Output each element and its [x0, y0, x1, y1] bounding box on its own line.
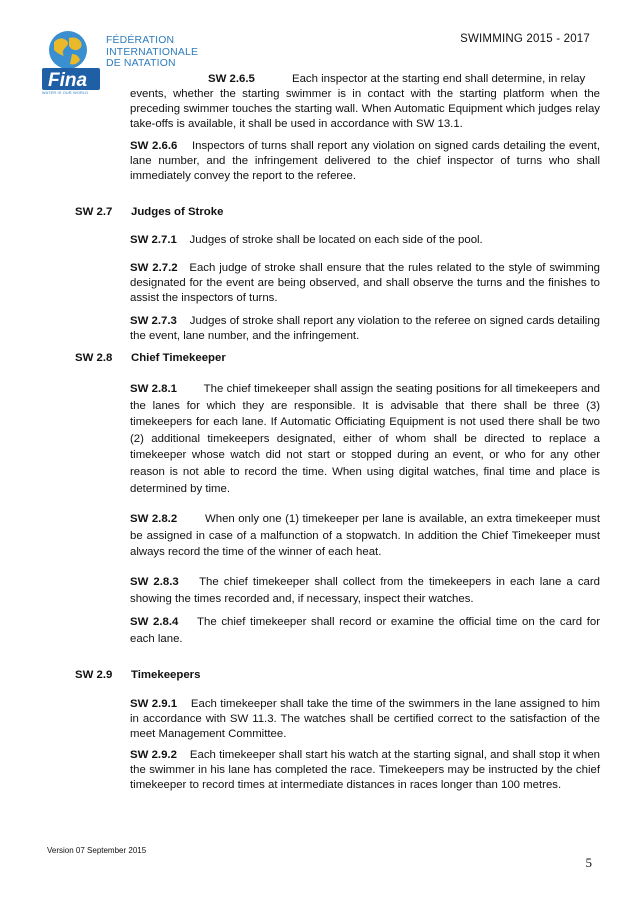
section-heading: SW 2.7 Judges of Stroke [75, 206, 224, 218]
section-heading: SW 2.8 Chief Timekeeper [75, 352, 226, 364]
rule-paragraph: SW 2.8.4 The chief timekeeper shall record or examine the official time on the card for each lane. [130, 616, 600, 645]
rule-paragraph: SW 2.7.2 Each judge of stroke shall ensure that the rules related to the style of swimming designated for the event are being observed, and shall observe the turns and the finishes to assist the inspectors of turns. [130, 262, 600, 305]
rule-paragraph: SW 2.7.3 Judges of stroke shall report any violation to the referee on signed cards detailing the event, lane number, and the infringement. [130, 315, 600, 343]
rule-paragraph: SW 2.9.1 Each timekeeper shall take the time of the swimmers in the lane assigned to him in accordance with SW 11.3. The watches shall be certified correct to the satisfaction of the meet Management Committee. [130, 698, 600, 741]
rule-paragraph: SW 2.9.2 Each timekeeper shall start his watch at the starting signal, and shall stop it when the swimmer in his lane has completed the race. Timekeepers may be instructed by the chief timekeeper to record times at intermediate distances in races longer than 100 metres. [130, 749, 600, 792]
logo-org-name: FÉDÉRATION INTERNATIONALE DE NATATION [106, 35, 199, 69]
rule-paragraph-cont: events, whether the starting swimmer is in contact with the starting platform when the preceding swimmer touches the starting wall. When Automatic Equipment which judges relay take-offs is available, it shall be used in accordance with SW 13.1. [130, 88, 600, 131]
rule-paragraph: SW 2.6.6 Inspectors of turns shall report any violation on signed cards detailing the event, lane number, and the infringement delivered to the chief inspector of turns who shall immediately convey the report to the referee. [130, 140, 600, 183]
version-footer: Version 07 September 2015 [47, 846, 147, 855]
rule-paragraph: SW 2.8.1 The chief timekeeper shall assign the seating positions for all timekeepers and the lanes for which they are responsible. It is advisable that there shall be three (3) timekeepers for each lane. If Automatic Officiating Equipment is not used there shall be two (2) additional timekeepers designated, either of whom shall be directed to replace a timekeeper whose watch did not start or stopped during an event, or who for any other reason is not able to record the time. When using digital watches, final time and place is determined by time. [130, 383, 600, 495]
fina-wordmark: Fina [48, 70, 88, 91]
section-heading: SW 2.9 Timekeepers [75, 669, 201, 681]
page-number: 5 [585, 855, 592, 870]
rule-paragraph: SW 2.7.1 Judges of stroke shall be located on each side of the pool. [130, 234, 483, 246]
document-title: SWIMMING 2015 - 2017 [460, 33, 590, 45]
rule-paragraph: SW 2.8.3 The chief timekeeper shall collect from the timekeepers in each lane a card showing the times recorded and, if necessary, inspect their watches. [130, 576, 600, 605]
rule-paragraph: SW 2.6.5 Each inspector at the starting end shall determine, in relay [208, 73, 586, 85]
rule-paragraph: SW 2.8.2 When only one (1) timekeeper per lane is available, an extra timekeeper must be assigned in case of a malfunction of a stopwatch. In addition the Chief Timekeeper must always record the time of the winner of each heat. [130, 513, 600, 559]
logo-tagline: WATER IS OUR WORLD [42, 91, 89, 95]
